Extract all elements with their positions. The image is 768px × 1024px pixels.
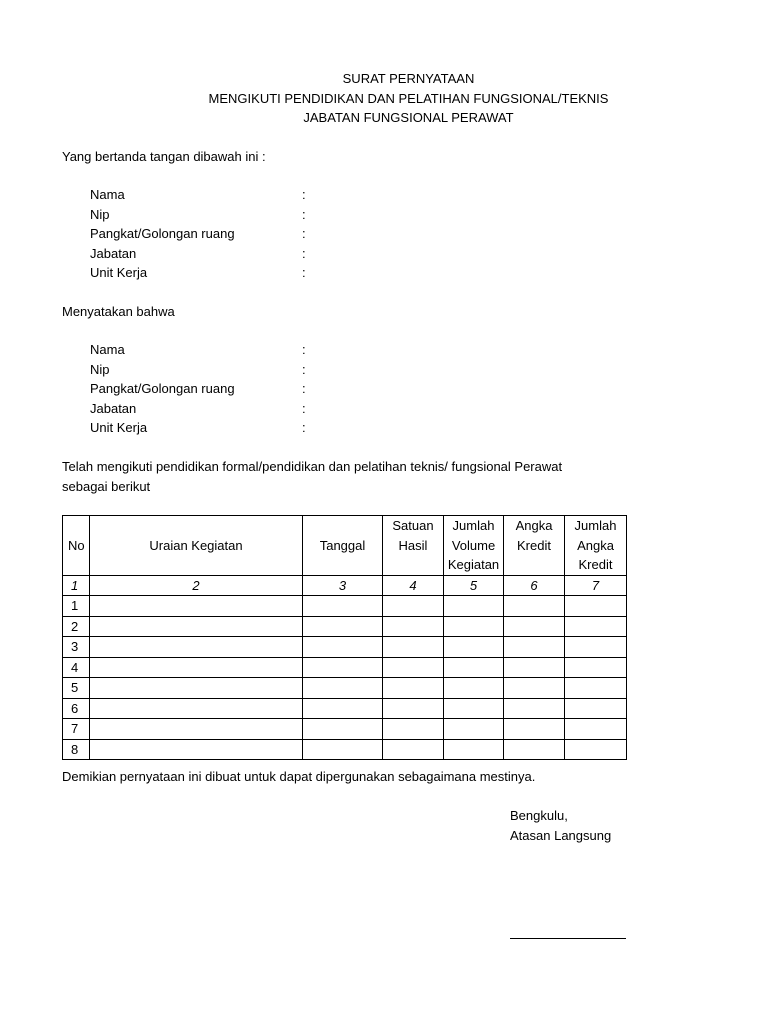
row-number: 7: [63, 719, 90, 740]
header-line: Angka: [577, 537, 614, 553]
table-cell: [504, 739, 565, 760]
table-cell: [303, 596, 383, 617]
signature-place: Bengkulu,: [510, 808, 568, 823]
table-cell: [90, 596, 303, 617]
table-cell: [90, 698, 303, 719]
table-cell: [383, 637, 444, 658]
header-line: Kegiatan: [447, 557, 500, 573]
signer-field-label: Nama: [90, 187, 125, 202]
table-cell: [303, 739, 383, 760]
document-title: SURAT PERNYATAAN: [342, 71, 475, 86]
table-cell: [90, 678, 303, 699]
subject-field-label: Nip: [90, 362, 110, 377]
row-number: 3: [63, 637, 90, 658]
table-row: [63, 719, 627, 740]
subject-field-label: Jabatan: [90, 401, 137, 416]
table-cell: [444, 719, 504, 740]
row-number: 5: [63, 678, 90, 699]
table-cell: [444, 637, 504, 658]
table-cell: [565, 739, 627, 760]
table-cell: [383, 719, 444, 740]
table-cell: [90, 739, 303, 760]
header-satuan-hasil: [383, 516, 444, 576]
column-number: 3: [303, 575, 383, 596]
document-subtitle-2: JABATAN FUNGSIONAL PERAWAT: [303, 110, 514, 125]
header-line: Jumlah: [574, 518, 617, 533]
closing-text: Demikian pernyataan ini dibuat untuk dapat dipergunakan sebagaimana mestinya.: [62, 769, 536, 784]
table-cell: [565, 678, 627, 699]
signer-field-label: Jabatan: [90, 246, 137, 261]
column-number: 1: [63, 575, 90, 596]
table-cell: [504, 719, 565, 740]
header-line-empty: [383, 555, 443, 575]
table-cell: [444, 657, 504, 678]
statement-text-2: sebagai berikut: [62, 479, 151, 494]
column-number: 5: [444, 575, 504, 596]
column-number: 6: [504, 575, 565, 596]
subject-field-label: Pangkat/Golongan ruang: [90, 381, 235, 396]
row-number: 6: [63, 698, 90, 719]
table-row: [63, 678, 627, 699]
column-number-row: [63, 575, 627, 596]
activity-table: [62, 515, 627, 760]
table-cell: [504, 657, 565, 678]
table-cell: [565, 719, 627, 740]
table-cell: [90, 616, 303, 637]
table-cell: [444, 616, 504, 637]
field-separator: :: [302, 401, 306, 416]
field-separator: :: [302, 207, 306, 222]
header-no: No: [63, 516, 90, 576]
table-cell: [90, 637, 303, 658]
field-separator: :: [302, 362, 306, 377]
table-cell: [504, 616, 565, 637]
header-line: Kredit: [517, 537, 551, 553]
table-cell: [383, 698, 444, 719]
signature-role: Atasan Langsung: [510, 828, 612, 843]
table-cell: [565, 596, 627, 617]
table-cell: [565, 657, 627, 678]
table-cell: [383, 616, 444, 637]
table-cell: [444, 698, 504, 719]
table-cell: [90, 719, 303, 740]
table-cell: [303, 678, 383, 699]
table-cell: [303, 616, 383, 637]
header-line: Satuan: [392, 518, 434, 533]
table-cell: [565, 616, 627, 637]
header-line-empty: [504, 555, 564, 575]
header-line: Volume: [451, 537, 496, 553]
table-cell: [303, 637, 383, 658]
table-row: [63, 596, 627, 617]
declares-text: Menyatakan bahwa: [62, 304, 175, 319]
field-separator: :: [302, 226, 306, 241]
header-angka-kredit: [504, 516, 565, 576]
column-number: 7: [565, 575, 627, 596]
table-cell: [383, 678, 444, 699]
subject-field-label: Unit Kerja: [90, 420, 148, 435]
table-cell: [383, 596, 444, 617]
header-tanggal: Tanggal: [303, 516, 383, 576]
table-cell: [303, 657, 383, 678]
document-subtitle: MENGIKUTI PENDIDIKAN DAN PELATIHAN FUNGSIONAL/TEKNIS: [208, 91, 609, 106]
table-row: [63, 657, 627, 678]
signature-line: [510, 938, 626, 939]
table-cell: [504, 596, 565, 617]
table-row: [63, 739, 627, 760]
subject-field-label: Nama: [90, 342, 125, 357]
table-cell: [504, 678, 565, 699]
row-number: 1: [63, 596, 90, 617]
table-cell: [444, 739, 504, 760]
table-cell: [383, 657, 444, 678]
table-row: [63, 637, 627, 658]
row-number: 4: [63, 657, 90, 678]
signer-field-label: Nip: [90, 207, 110, 222]
header-uraian-kegiatan: Uraian Kegiatan: [90, 516, 303, 576]
table-cell: [565, 698, 627, 719]
signer-field-label: Pangkat/Golongan ruang: [90, 226, 235, 241]
row-number: 8: [63, 739, 90, 760]
table-cell: [504, 698, 565, 719]
header-line: Kredit: [578, 557, 613, 573]
statement-text: Telah mengikuti pendidikan formal/pendidikan dan pelatihan teknis/ fungsional Perawat: [62, 459, 563, 474]
field-separator: :: [302, 342, 306, 357]
header-line: Angka: [515, 518, 553, 533]
field-separator: :: [302, 246, 306, 261]
signer-field-label: Unit Kerja: [90, 265, 148, 280]
field-separator: :: [302, 265, 306, 280]
intro-text: Yang bertanda tangan dibawah ini :: [62, 149, 266, 164]
table-cell: [303, 698, 383, 719]
field-separator: :: [302, 420, 306, 435]
field-separator: :: [302, 381, 306, 396]
field-separator: :: [302, 187, 306, 202]
header-jumlah-volume-kegiatan: [444, 516, 504, 576]
header-line: Hasil: [398, 537, 428, 553]
header-line: Jumlah: [452, 518, 495, 533]
table-cell: [444, 678, 504, 699]
table-header-row: [63, 516, 627, 576]
row-number: 2: [63, 616, 90, 637]
header-jumlah-angka-kredit: [565, 516, 627, 576]
column-number: 4: [383, 575, 444, 596]
table-cell: [444, 596, 504, 617]
table-cell: [303, 719, 383, 740]
table-row: [63, 616, 627, 637]
column-number: 2: [90, 575, 303, 596]
table-cell: [383, 739, 444, 760]
table-cell: [90, 657, 303, 678]
table-cell: [504, 637, 565, 658]
table-row: [63, 698, 627, 719]
table-cell: [565, 637, 627, 658]
